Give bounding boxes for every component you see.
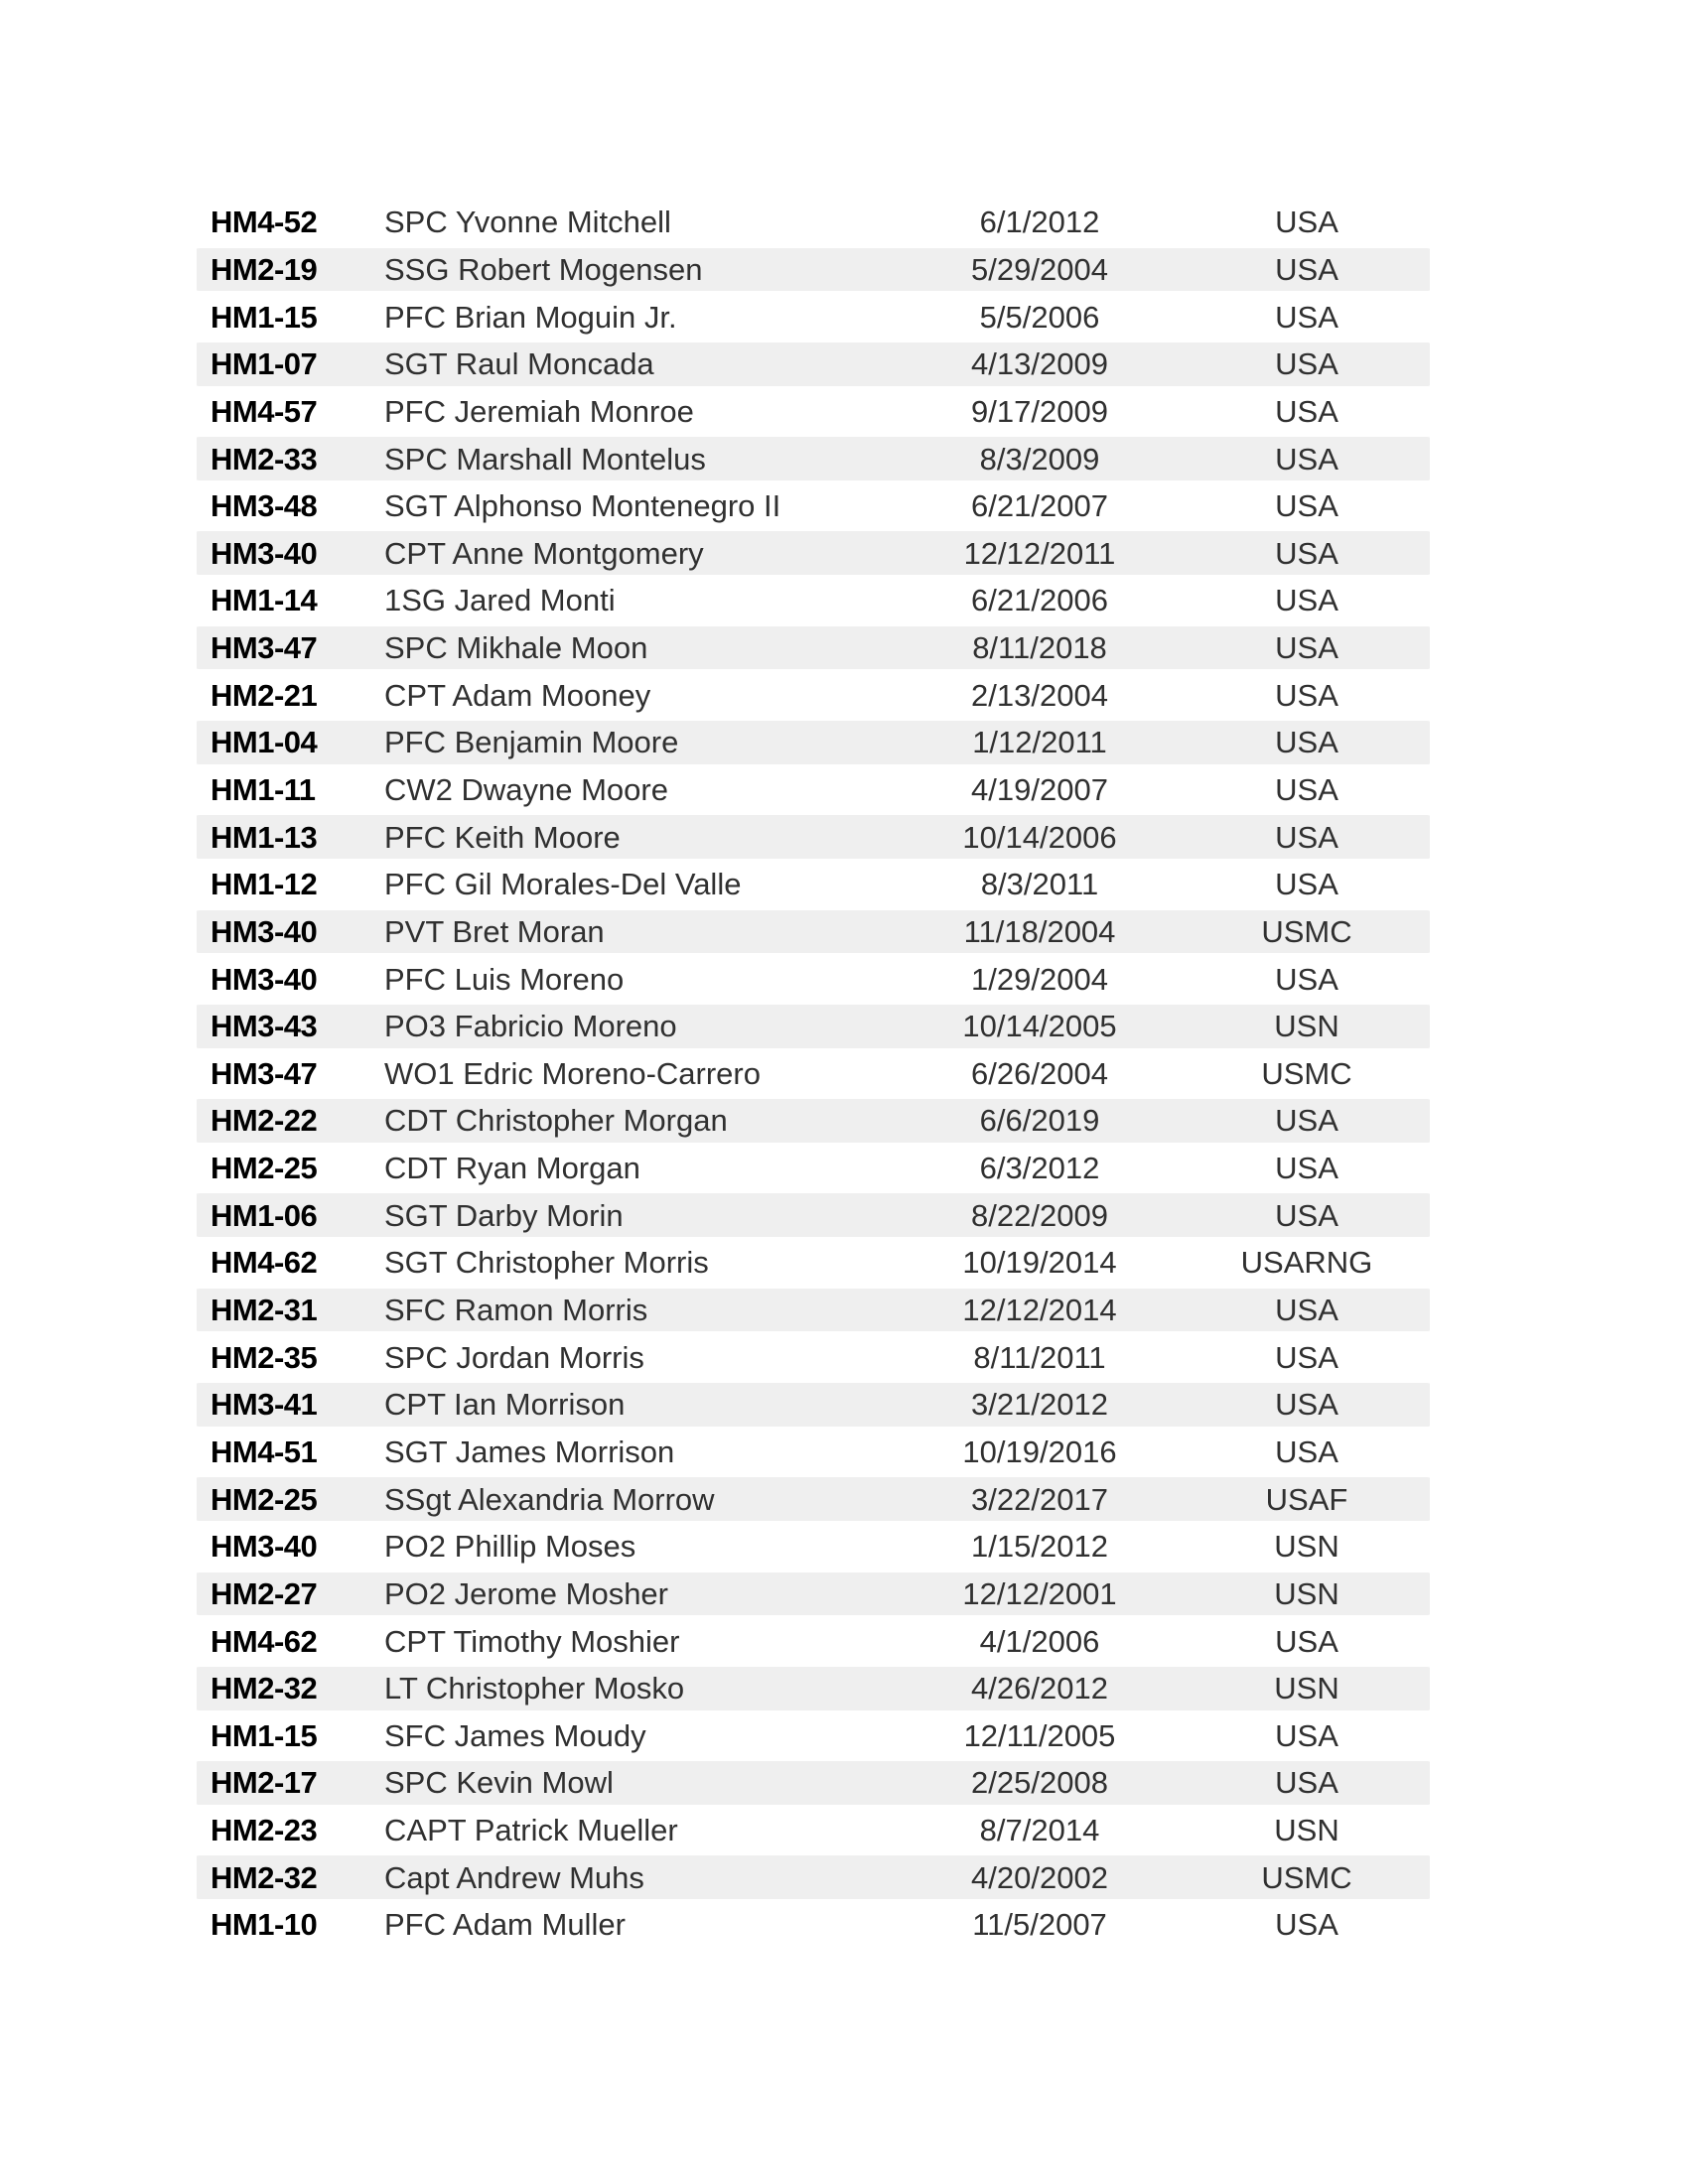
branch-cell: USA — [1275, 1151, 1338, 1186]
table-row — [197, 529, 1430, 577]
date-cell: 6/1/2012 — [979, 205, 1100, 240]
table-row — [197, 1097, 1430, 1145]
branch-cell: USA — [1275, 1907, 1338, 1943]
branch-cell: USA — [1275, 1623, 1338, 1659]
branch-cell: USMC — [1261, 1055, 1352, 1091]
unit-id-cell: HM3-40 — [211, 961, 318, 997]
table-row — [197, 1381, 1430, 1429]
date-cell: 4/1/2006 — [979, 1623, 1100, 1659]
branch-cell: USA — [1275, 630, 1338, 666]
table-row — [197, 624, 1430, 672]
date-cell: 6/3/2012 — [979, 1151, 1100, 1186]
unit-id-cell: HM1-15 — [211, 1717, 318, 1753]
date-cell: 4/20/2002 — [971, 1859, 1108, 1895]
branch-cell: USARNG — [1240, 1245, 1373, 1281]
name-cell: PFC Adam Muller — [384, 1907, 626, 1943]
table-row — [197, 766, 1430, 814]
date-cell: 8/22/2009 — [971, 1197, 1108, 1233]
unit-id-cell: HM4-62 — [211, 1623, 318, 1659]
branch-cell: USA — [1275, 772, 1338, 807]
table-row — [197, 1523, 1430, 1570]
name-cell: SSG Robert Mogensen — [384, 251, 703, 287]
date-cell: 12/12/2014 — [962, 1293, 1117, 1328]
table-row — [197, 293, 1430, 341]
unit-id-cell: HM4-62 — [211, 1245, 318, 1281]
unit-id-cell: HM1-04 — [211, 725, 318, 760]
table-row — [197, 246, 1430, 294]
date-cell: 8/3/2011 — [980, 867, 1099, 902]
table-row — [197, 671, 1430, 719]
table-row — [197, 1003, 1430, 1050]
date-cell: 8/11/2018 — [972, 630, 1107, 666]
date-cell: 4/26/2012 — [971, 1671, 1108, 1706]
table-row — [197, 1712, 1430, 1760]
date-cell: 10/14/2006 — [962, 819, 1117, 855]
date-cell: 3/21/2012 — [971, 1387, 1108, 1423]
name-cell: CAPT Patrick Mueller — [384, 1813, 678, 1848]
branch-cell: USN — [1274, 1671, 1339, 1706]
name-cell: WO1 Edric Moreno-Carrero — [384, 1055, 761, 1091]
branch-cell: USN — [1274, 1529, 1339, 1565]
branch-cell: USA — [1275, 1293, 1338, 1328]
table-row — [197, 1145, 1430, 1192]
unit-id-cell: HM2-21 — [211, 677, 318, 713]
name-cell: PFC Benjamin Moore — [384, 725, 679, 760]
name-cell: SPC Kevin Mowl — [384, 1765, 614, 1801]
unit-id-cell: HM2-35 — [211, 1339, 318, 1375]
name-cell: PFC Luis Moreno — [384, 961, 625, 997]
date-cell: 5/29/2004 — [971, 251, 1108, 287]
date-cell: 9/17/2009 — [971, 393, 1108, 429]
unit-id-cell: HM1-15 — [211, 299, 318, 335]
branch-cell: USN — [1274, 1813, 1339, 1848]
name-cell: CPT Anne Montgomery — [384, 535, 704, 571]
unit-id-cell: HM1-11 — [211, 772, 316, 807]
table-row — [197, 1807, 1430, 1854]
date-cell: 5/5/2006 — [979, 299, 1100, 335]
unit-id-cell: HM1-07 — [211, 346, 318, 382]
table-row — [197, 1475, 1430, 1523]
branch-cell: USMC — [1261, 1859, 1352, 1895]
name-cell: CPT Ian Morrison — [384, 1387, 626, 1423]
unit-id-cell: HM3-40 — [211, 535, 318, 571]
name-cell: PVT Bret Moran — [384, 913, 605, 949]
table-row — [197, 1239, 1430, 1287]
unit-id-cell: HM2-32 — [211, 1671, 318, 1706]
branch-cell: USA — [1275, 725, 1338, 760]
branch-cell: USA — [1275, 441, 1338, 477]
date-cell: 3/22/2017 — [971, 1481, 1108, 1517]
name-cell: SPC Jordan Morris — [384, 1339, 644, 1375]
name-cell: CW2 Dwayne Moore — [384, 772, 668, 807]
unit-id-cell: HM4-52 — [211, 205, 318, 240]
branch-cell: USA — [1275, 299, 1338, 335]
table-row — [197, 1901, 1430, 1949]
name-cell: LT Christopher Mosko — [384, 1671, 685, 1706]
table-row — [197, 1191, 1430, 1239]
branch-cell: USA — [1275, 346, 1338, 382]
name-cell: PO2 Jerome Mosher — [384, 1575, 668, 1611]
name-cell: SPC Mikhale Moon — [384, 630, 648, 666]
unit-id-cell: HM1-06 — [211, 1197, 318, 1233]
table-row — [197, 955, 1430, 1003]
date-cell: 10/19/2014 — [962, 1245, 1117, 1281]
name-cell: PFC Jeremiah Monroe — [384, 393, 694, 429]
branch-cell: USAF — [1265, 1481, 1348, 1517]
unit-id-cell: HM2-19 — [211, 251, 318, 287]
branch-cell: USA — [1275, 251, 1338, 287]
unit-id-cell: HM4-51 — [211, 1433, 318, 1469]
table-row — [197, 1665, 1430, 1712]
date-cell: 8/7/2014 — [979, 1813, 1100, 1848]
branch-cell: USA — [1275, 1433, 1338, 1469]
date-cell: 12/12/2001 — [962, 1575, 1117, 1611]
unit-id-cell: HM2-23 — [211, 1813, 318, 1848]
date-cell: 4/19/2007 — [971, 772, 1108, 807]
branch-cell: USA — [1275, 961, 1338, 997]
table-row — [197, 1853, 1430, 1901]
branch-cell: USA — [1275, 677, 1338, 713]
name-cell: CDT Christopher Morgan — [384, 1103, 728, 1139]
branch-cell: USA — [1275, 1103, 1338, 1139]
unit-id-cell: HM3-40 — [211, 913, 318, 949]
date-cell: 6/21/2007 — [971, 488, 1108, 524]
unit-id-cell: HM4-57 — [211, 393, 318, 429]
name-cell: SSgt Alexandria Morrow — [384, 1481, 715, 1517]
name-cell: SGT Alphonso Montenegro II — [384, 488, 781, 524]
table-row — [197, 1617, 1430, 1665]
name-cell: SPC Yvonne Mitchell — [384, 205, 671, 240]
table-row — [197, 1570, 1430, 1618]
unit-id-cell: HM3-41 — [211, 1387, 318, 1423]
unit-id-cell: HM2-17 — [211, 1765, 318, 1801]
table-row — [197, 1333, 1430, 1381]
unit-id-cell: HM2-31 — [211, 1293, 318, 1328]
date-cell: 10/14/2005 — [962, 1009, 1117, 1044]
branch-cell: USA — [1275, 1339, 1338, 1375]
table-row — [197, 813, 1430, 861]
name-cell: SGT Christopher Morris — [384, 1245, 709, 1281]
branch-cell: USA — [1275, 535, 1338, 571]
unit-id-cell: HM3-40 — [211, 1529, 318, 1565]
name-cell: PFC Keith Moore — [384, 819, 621, 855]
name-cell: SGT James Morrison — [384, 1433, 675, 1469]
table-row — [197, 1429, 1430, 1476]
branch-cell: USN — [1274, 1009, 1339, 1044]
table-row — [197, 435, 1430, 482]
name-cell: SGT Darby Morin — [384, 1197, 624, 1233]
unit-id-cell: HM2-32 — [211, 1859, 318, 1895]
unit-id-cell: HM2-33 — [211, 441, 318, 477]
date-cell: 6/26/2004 — [971, 1055, 1108, 1091]
branch-cell: USA — [1275, 393, 1338, 429]
unit-id-cell: HM1-10 — [211, 1907, 318, 1943]
date-cell: 12/11/2005 — [963, 1717, 1116, 1753]
branch-cell: USA — [1275, 819, 1338, 855]
unit-id-cell: HM2-27 — [211, 1575, 318, 1611]
table-row — [197, 908, 1430, 956]
branch-cell: USN — [1274, 1575, 1339, 1611]
date-cell: 11/5/2007 — [972, 1907, 1107, 1943]
table-row — [197, 577, 1430, 624]
date-cell: 6/6/2019 — [979, 1103, 1100, 1139]
branch-cell: USA — [1275, 205, 1338, 240]
unit-id-cell: HM1-14 — [211, 583, 318, 618]
table-row — [197, 1759, 1430, 1807]
unit-id-cell: HM2-25 — [211, 1151, 318, 1186]
name-cell: CPT Timothy Moshier — [384, 1623, 680, 1659]
unit-id-cell: HM3-43 — [211, 1009, 318, 1044]
name-cell: Capt Andrew Muhs — [384, 1859, 644, 1895]
date-cell: 12/12/2011 — [963, 535, 1116, 571]
table-row — [197, 719, 1430, 766]
name-cell: PFC Brian Moguin Jr. — [384, 299, 677, 335]
unit-id-cell: HM2-25 — [211, 1481, 318, 1517]
unit-id-cell: HM2-22 — [211, 1103, 318, 1139]
name-cell: SGT Raul Moncada — [384, 346, 654, 382]
date-cell: 2/25/2008 — [971, 1765, 1108, 1801]
name-cell: PFC Gil Morales-Del Valle — [384, 867, 742, 902]
unit-id-cell: HM3-47 — [211, 1055, 318, 1091]
unit-id-cell: HM3-47 — [211, 630, 318, 666]
branch-cell: USMC — [1261, 913, 1352, 949]
date-cell: 1/12/2011 — [972, 725, 1107, 760]
table-row — [197, 861, 1430, 908]
table-row — [197, 341, 1430, 388]
branch-cell: USA — [1275, 1387, 1338, 1423]
table-row — [197, 1050, 1430, 1098]
table-row — [197, 199, 1430, 246]
date-cell: 8/3/2009 — [979, 441, 1100, 477]
date-cell: 10/19/2016 — [962, 1433, 1117, 1469]
name-cell: SFC James Moudy — [384, 1717, 646, 1753]
date-cell: 11/18/2004 — [963, 913, 1116, 949]
name-cell: CDT Ryan Morgan — [384, 1151, 640, 1186]
unit-id-cell: HM1-13 — [211, 819, 318, 855]
date-cell: 1/15/2012 — [971, 1529, 1108, 1565]
branch-cell: USA — [1275, 1765, 1338, 1801]
unit-id-cell: HM1-12 — [211, 867, 318, 902]
date-cell: 1/29/2004 — [971, 961, 1108, 997]
name-cell: PO3 Fabricio Moreno — [384, 1009, 677, 1044]
branch-cell: USA — [1275, 867, 1338, 902]
name-cell: SPC Marshall Montelus — [384, 441, 706, 477]
unit-id-cell: HM3-48 — [211, 488, 318, 524]
branch-cell: USA — [1275, 1197, 1338, 1233]
table-row — [197, 482, 1430, 530]
date-cell: 8/11/2011 — [973, 1339, 1106, 1375]
branch-cell: USA — [1275, 583, 1338, 618]
name-cell: SFC Ramon Morris — [384, 1293, 648, 1328]
table-row — [197, 1287, 1430, 1334]
date-cell: 4/13/2009 — [971, 346, 1108, 382]
branch-cell: USA — [1275, 488, 1338, 524]
name-cell: CPT Adam Mooney — [384, 677, 651, 713]
name-cell: PO2 Phillip Moses — [384, 1529, 636, 1565]
memorial-roster-table — [197, 199, 1430, 1949]
date-cell: 2/13/2004 — [971, 677, 1108, 713]
date-cell: 6/21/2006 — [971, 583, 1108, 618]
table-row — [197, 388, 1430, 436]
name-cell: 1SG Jared Monti — [384, 583, 616, 618]
branch-cell: USA — [1275, 1717, 1338, 1753]
